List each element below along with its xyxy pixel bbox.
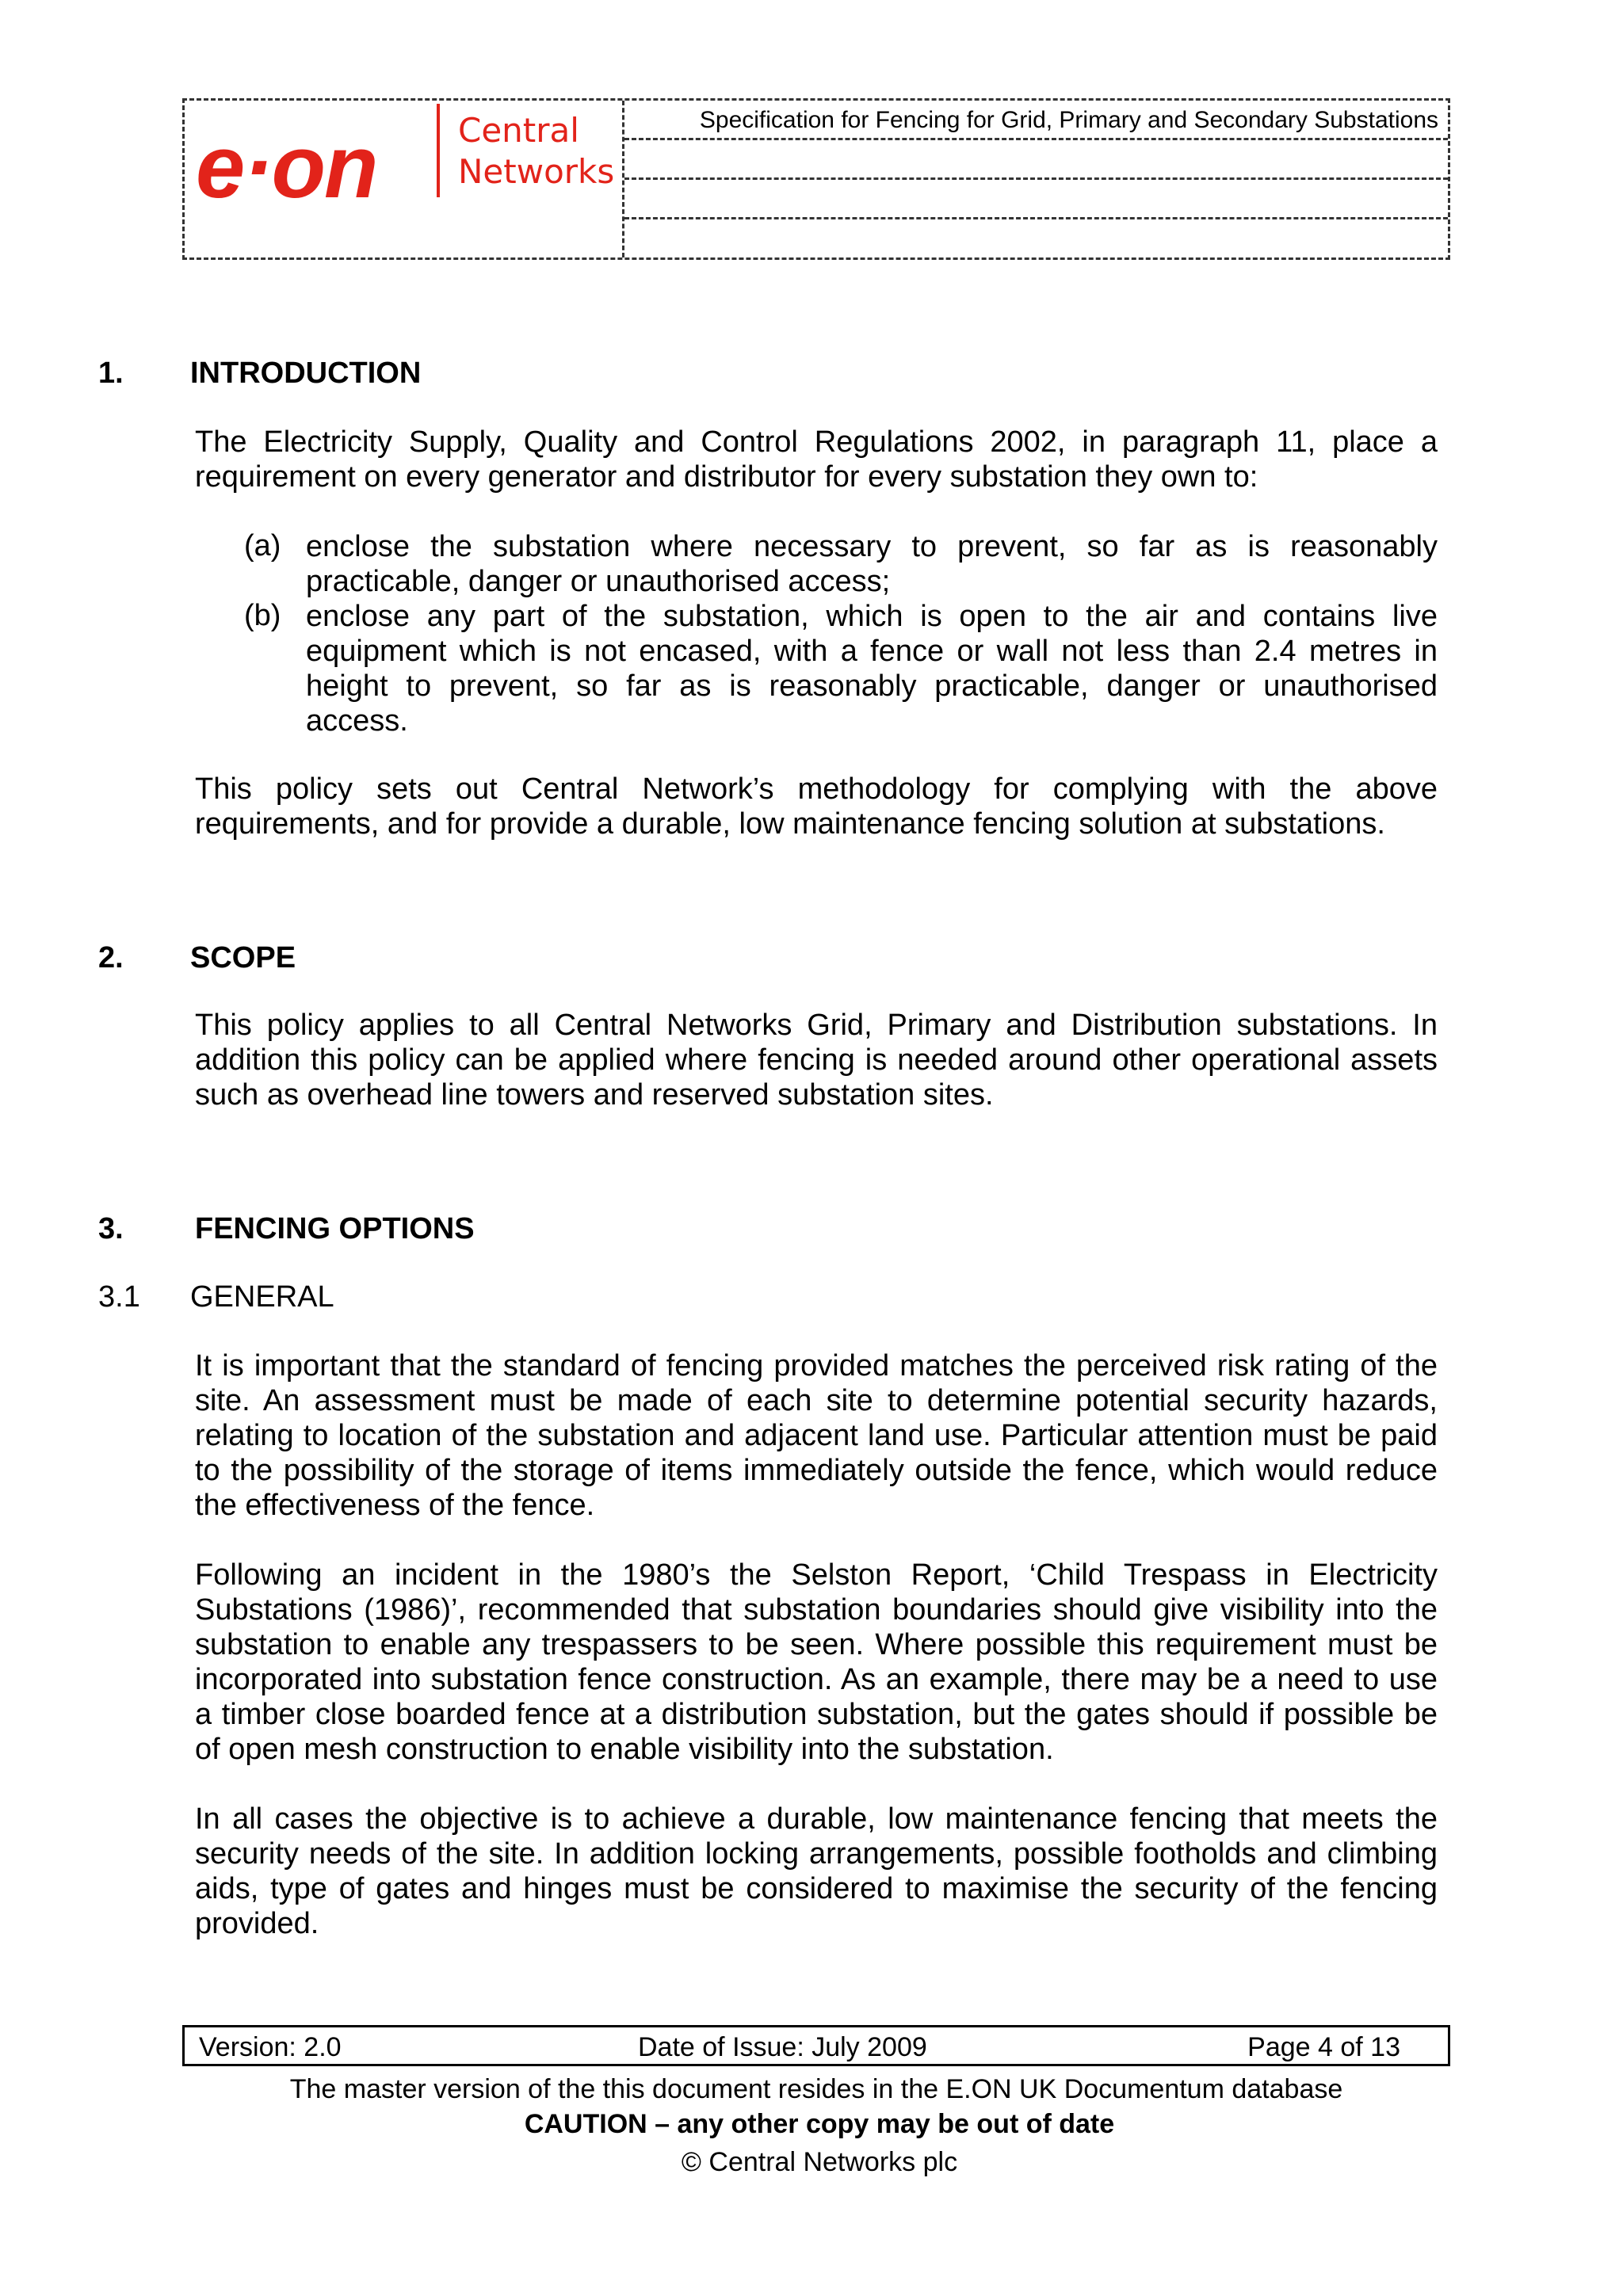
section-3-heading: FENCING OPTIONS [195, 1212, 475, 1245]
eon-logo: e·on [196, 117, 377, 216]
document-header [182, 98, 1450, 260]
list-item-b-label: (b) [244, 599, 281, 632]
section-3-paragraph-2: Following an incident in the 1980’s the Selston Report, ‘Child Trespass in Electricity Substations (1986)’, recommended that substation boundaries should give visibility into the substation to enable any trespassers to be seen. Where possible this requirement must be incorporated into substation fence construction. As an example, there may be a need to use a timber close boarded fence at a distribution substation, but the gates should if possible be of open mesh construction to enable visibility into the substation. [195, 1558, 1438, 1766]
footer-page-number: Page 4 of 13 [1247, 2032, 1400, 2062]
section-3-paragraph-3: In all cases the objective is to achieve a durable, low maintenance fencing that meets the security needs of the site. In addition locking arrangements, possible footholds and climbing aids, type of gates and hinges must be considered to maximise the security of the fencing provided. [195, 1802, 1438, 1940]
footer-date-of-issue: Date of Issue: July 2009 [638, 2032, 927, 2062]
list-item-a-label: (a) [244, 529, 281, 563]
logo-line-2: Networks [458, 152, 615, 191]
footer-info-box [182, 2025, 1450, 2066]
section-1-paragraph-2: This policy sets out Central Network’s methodology for complying with the above requirements, and for provide a durable, low maintenance fencing solution at substations. [195, 772, 1438, 841]
section-3-paragraph-1: It is important that the standard of fencing provided matches the perceived risk rating of the site. An assessment must be made of each site to determine potential security hazards, relating to location of the substation and adjacent land use. Particular attention must be paid to the possibility of the storage of items immediately outside the fence, which would reduce the effectiveness of the fence. [195, 1349, 1438, 1522]
header-row-3 [624, 180, 1448, 219]
footer-version: Version: 2.0 [199, 2032, 342, 2062]
section-2-paragraph-1: This policy applies to all Central Networks Grid, Primary and Distribution substations. In addition this policy can be applied where fencing is needed around other operational assets such as overhead line towers and reserved substation sites. [195, 1009, 1438, 1112]
section-1-heading: INTRODUCTION [190, 357, 422, 390]
section-2-heading: SCOPE [190, 941, 296, 974]
footer-caution: CAUTION – any other copy may be out of date [524, 2109, 1115, 2139]
footer-master-version-note: The master version of the this document resides in the E.ON UK Documentum database [289, 2074, 1343, 2104]
header-row-2 [624, 140, 1448, 180]
logo-line-1: Central [458, 111, 579, 150]
header-row-1 [624, 101, 1448, 140]
section-1-number: 1. [98, 357, 124, 390]
central-networks-logo-text [458, 110, 614, 193]
document-title: Specification for Fencing for Grid, Primary and Secondary Substations [699, 107, 1438, 133]
list-item-a-text: enclose the substation where necessary to prevent, so far as is reasonably practicable, danger or unauthorised access; [306, 530, 1438, 598]
list-item-b-text: enclose any part of the substation, which is open to the air and contains live equipment which is not encased, with a fence or wall not less than 2.4 metres in height to prevent, so far as is reasonably practicable, danger or unauthorised access. [306, 600, 1438, 738]
logo-cell [185, 101, 624, 257]
section-1-paragraph-1: The Electricity Supply, Quality and Control Regulations 2002, in paragraph 11, place a requirement on every generator and distributor for every substation they own to: [195, 425, 1438, 494]
section-3-number: 3. [98, 1212, 124, 1245]
subsection-3-1-number: 3.1 [98, 1280, 140, 1314]
subsection-3-1-heading: GENERAL [190, 1280, 334, 1314]
section-2-number: 2. [98, 941, 124, 974]
footer-copyright: © Central Networks plc [681, 2147, 958, 2177]
logo-divider [437, 104, 440, 197]
